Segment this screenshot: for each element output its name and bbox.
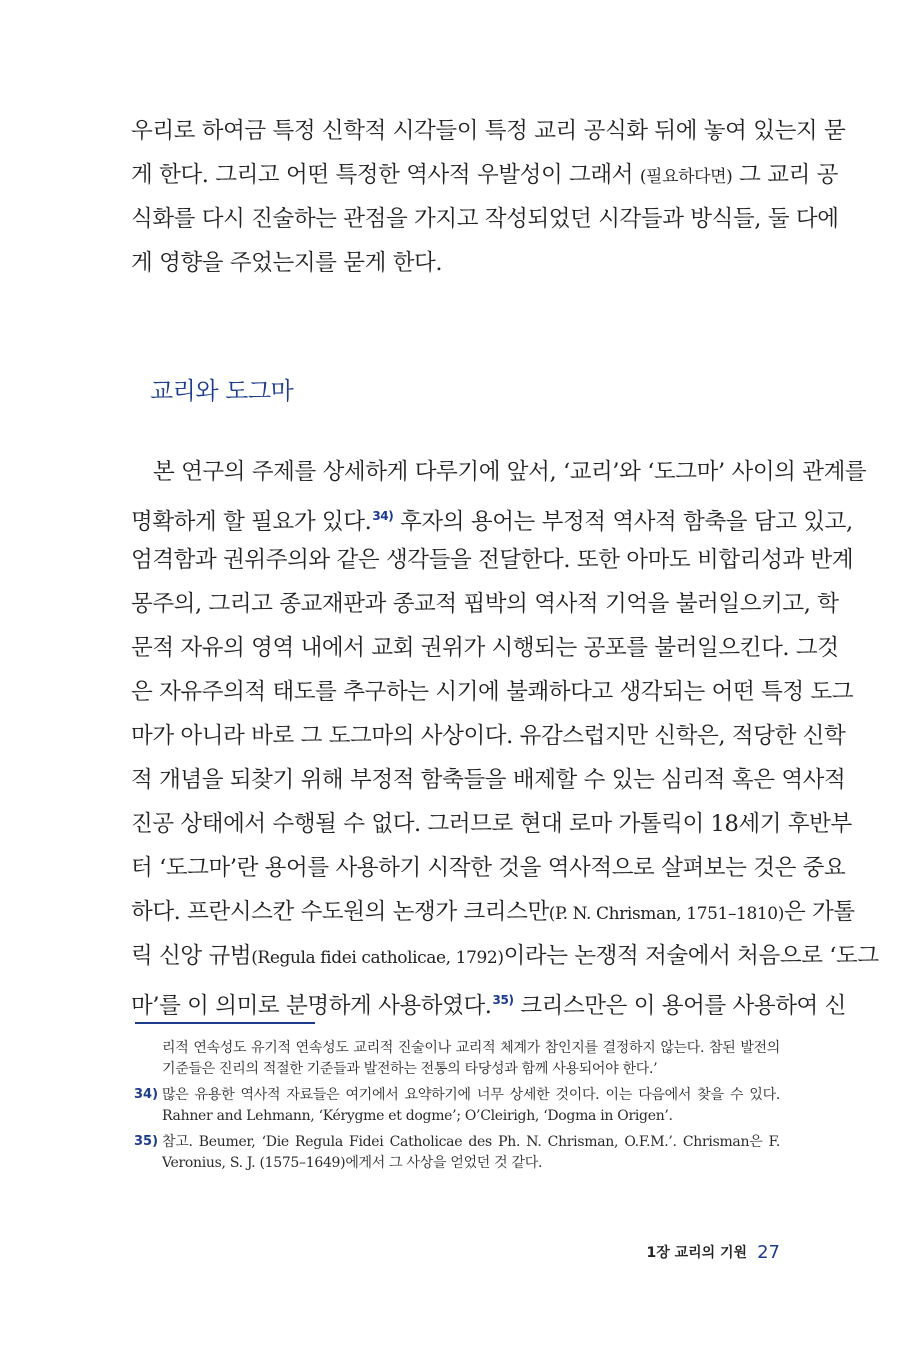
body-text-line: 터 ‘도그마’란 용어를 사용하기 시작한 것을 역사적으로 살펴보는 것은 중요: [131, 855, 846, 881]
body-text-line: 식화를 다시 진술하는 관점을 가지고 작성되었던 시각들과 방식들, 둘 다에: [131, 206, 839, 232]
footnote-text-line: Veronius, S. J. (1575–1649)에게서 그 사상을 얻었던 것 같다.: [162, 1155, 543, 1171]
body-text-line: 적 개념을 되찾기 위해 부정적 함축들을 배제할 수 있는 심리적 혹은 역사적: [131, 767, 846, 793]
chapter-title: 1장 교리의 기원: [646, 1245, 748, 1261]
footnote-text-line: 기준들은 진리의 적절한 기준들과 발전하는 전통의 타당성과 함께 사용되어야 한다.’: [162, 1061, 658, 1077]
footnote-ref-35[interactable]: 35): [492, 993, 514, 1007]
page-number: 27: [757, 1242, 780, 1263]
body-text-line: 명확하게 할 필요가 있다.$^{34)}$ 후자의 용어는 부정적 역사적 함축을 담고 있고,: [131, 509, 853, 535]
body-text-line: 마가 아니라 바로 그 도그마의 사상이다. 유감스럽지만 신학은, 적당한 신학: [131, 723, 846, 749]
body-text-line: 하다. 프란시스칸 수도원의 논쟁가 크리스만(P. N. Chrisman, 1751–1810)은 가톨: [131, 899, 855, 925]
body-text-line: 본 연구의 주제를 상세하게 다루기에 앞서, ‘교리’와 ‘도그마’ 사이의 관계를: [153, 459, 867, 485]
section-heading: 교리와 도그마: [150, 377, 294, 405]
footnote-divider: [135, 1022, 315, 1024]
footnote-ref-34[interactable]: 34): [372, 509, 394, 523]
body-text-line: 게 한다. 그리고 어떤 특정한 역사적 우발성이 그래서 (필요하다면) 그 교리 공: [131, 162, 839, 188]
body-text-line: 은 자유주의적 태도를 추구하는 시기에 불쾌하다고 생각되는 어떤 특정 도그: [131, 679, 854, 705]
footnote-text-line: 많은 유용한 역사적 자료들은 여기에서 요약하기에 너무 상세한 것이다. 이는 다음에서 찾을 수 있다.: [162, 1087, 780, 1103]
body-text-line: 엄격함과 권위주의와 같은 생각들을 전달한다. 또한 아마도 비합리성과 반계: [131, 547, 854, 573]
body-text-line: 마’를 이 의미로 분명하게 사용하였다.$^{35)}$ 크리스만은 이 용어를 사용하여 신: [131, 993, 846, 1019]
footnote-number-35: 35): [134, 1134, 159, 1149]
body-text-line: 릭 신앙 규범(Regula fidei catholicae, 1792)이라는 논쟁적 저술에서 처음으로 ‘도그: [131, 943, 879, 969]
body-text-line: 몽주의, 그리고 종교재판과 종교적 핍박의 역사적 기억을 불러일으키고, 학: [131, 591, 839, 617]
body-text-line: 게 영향을 주었는지를 묻게 한다.: [131, 250, 443, 276]
footnote-text-line: 참고. Beumer, ‘Die Regula Fidei Catholicae des Ph. N. Chrisman, O.F.M.’. Chrisman은 F.: [162, 1134, 780, 1150]
page-footer: [646, 1242, 780, 1263]
body-text-line: 진공 상태에서 수행될 수 없다. 그러므로 현대 로마 가톨릭이 18세기 후반부: [131, 811, 852, 837]
footnote-text-line: Rahner and Lehmann, ‘Kérygme et dogme’; O’Cleirigh, ‘Dogma in Origen’.: [162, 1108, 673, 1124]
footnote-text-line: 리적 연속성도 유기적 연속성도 교리적 진술이나 교리적 체계가 참인지를 결정하지 않는다. 참된 발전의: [162, 1040, 780, 1056]
body-text-line: 우리로 하여금 특정 신학적 시각들이 특정 교리 공식화 뒤에 놓여 있는지 묻: [131, 118, 846, 144]
footnote-number-34: 34): [134, 1087, 159, 1102]
body-text-line: 문적 자유의 영역 내에서 교회 권위가 시행되는 공포를 불러일으킨다. 그것: [131, 635, 839, 661]
